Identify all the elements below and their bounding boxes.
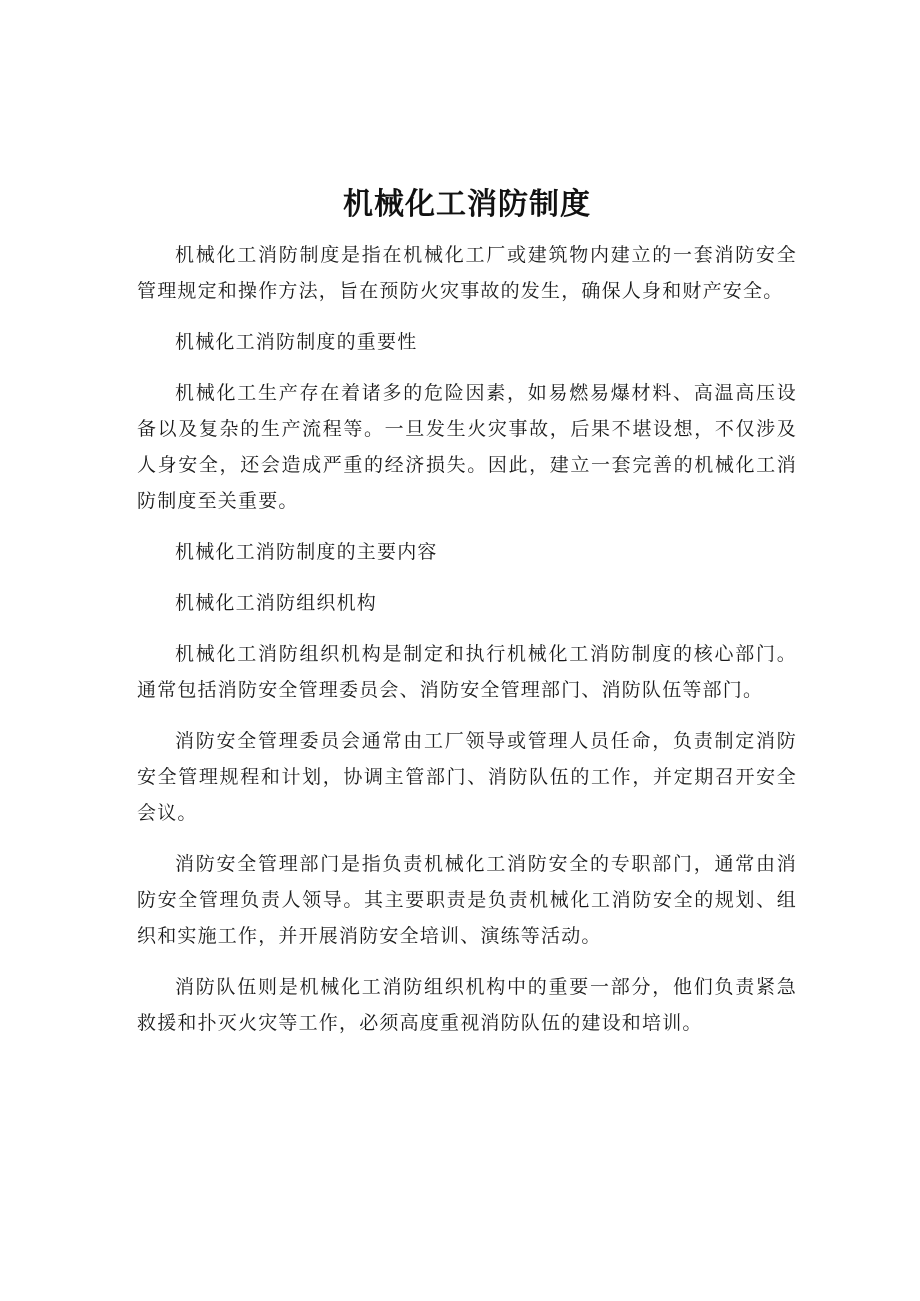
subsection-heading-organization: 机械化工消防组织机构 [175, 592, 378, 614]
section-heading-main-content: 机械化工消防制度的主要内容 [175, 541, 438, 563]
organization-paragraph: 机械化工消防组织机构是制定和执行机械化工消防制度的核心部门。通常包括消防安全管理委员会、消防安全管理部门、消防队伍等部门。 [137, 643, 797, 701]
importance-paragraph: 机械化工生产存在着诸多的危险因素，如易燃易爆材料、高温高压设备以及复杂的生产流程等。一旦发生火灾事故，后果不堪设想，不仅涉及人身安全，还会造成严重的经济损失。因此，建立一套完善的机械化工消防制度至关重要。 [137, 382, 797, 512]
committee-paragraph: 消防安全管理委员会通常由工厂领导或管理人员任命，负责制定消防安全管理规程和计划，协调主管部门、消防队伍的工作，并定期召开安全会议。 [137, 730, 797, 824]
department-paragraph: 消防安全管理部门是指负责机械化工消防安全的专职部门，通常由消防安全管理负责人领导。其主要职责是负责机械化工消防安全的规划、组织和实施工作，并开展消防安全培训、演练等活动。 [137, 853, 797, 947]
document-title: 机械化工消防制度 [343, 187, 591, 222]
document-body [137, 183, 797, 1056]
section-heading-importance: 机械化工消防制度的重要性 [175, 331, 418, 353]
intro-paragraph: 机械化工消防制度是指在机械化工厂或建筑物内建立的一套消防安全管理规定和操作方法，旨在预防火灾事故的发生，确保人身和财产安全。 [137, 244, 797, 302]
fire-brigade-paragraph: 消防队伍则是机械化工消防组织机构中的重要一部分，他们负责紧急救援和扑灭火灾等工作，必须高度重视消防队伍的建设和培训。 [137, 976, 797, 1034]
